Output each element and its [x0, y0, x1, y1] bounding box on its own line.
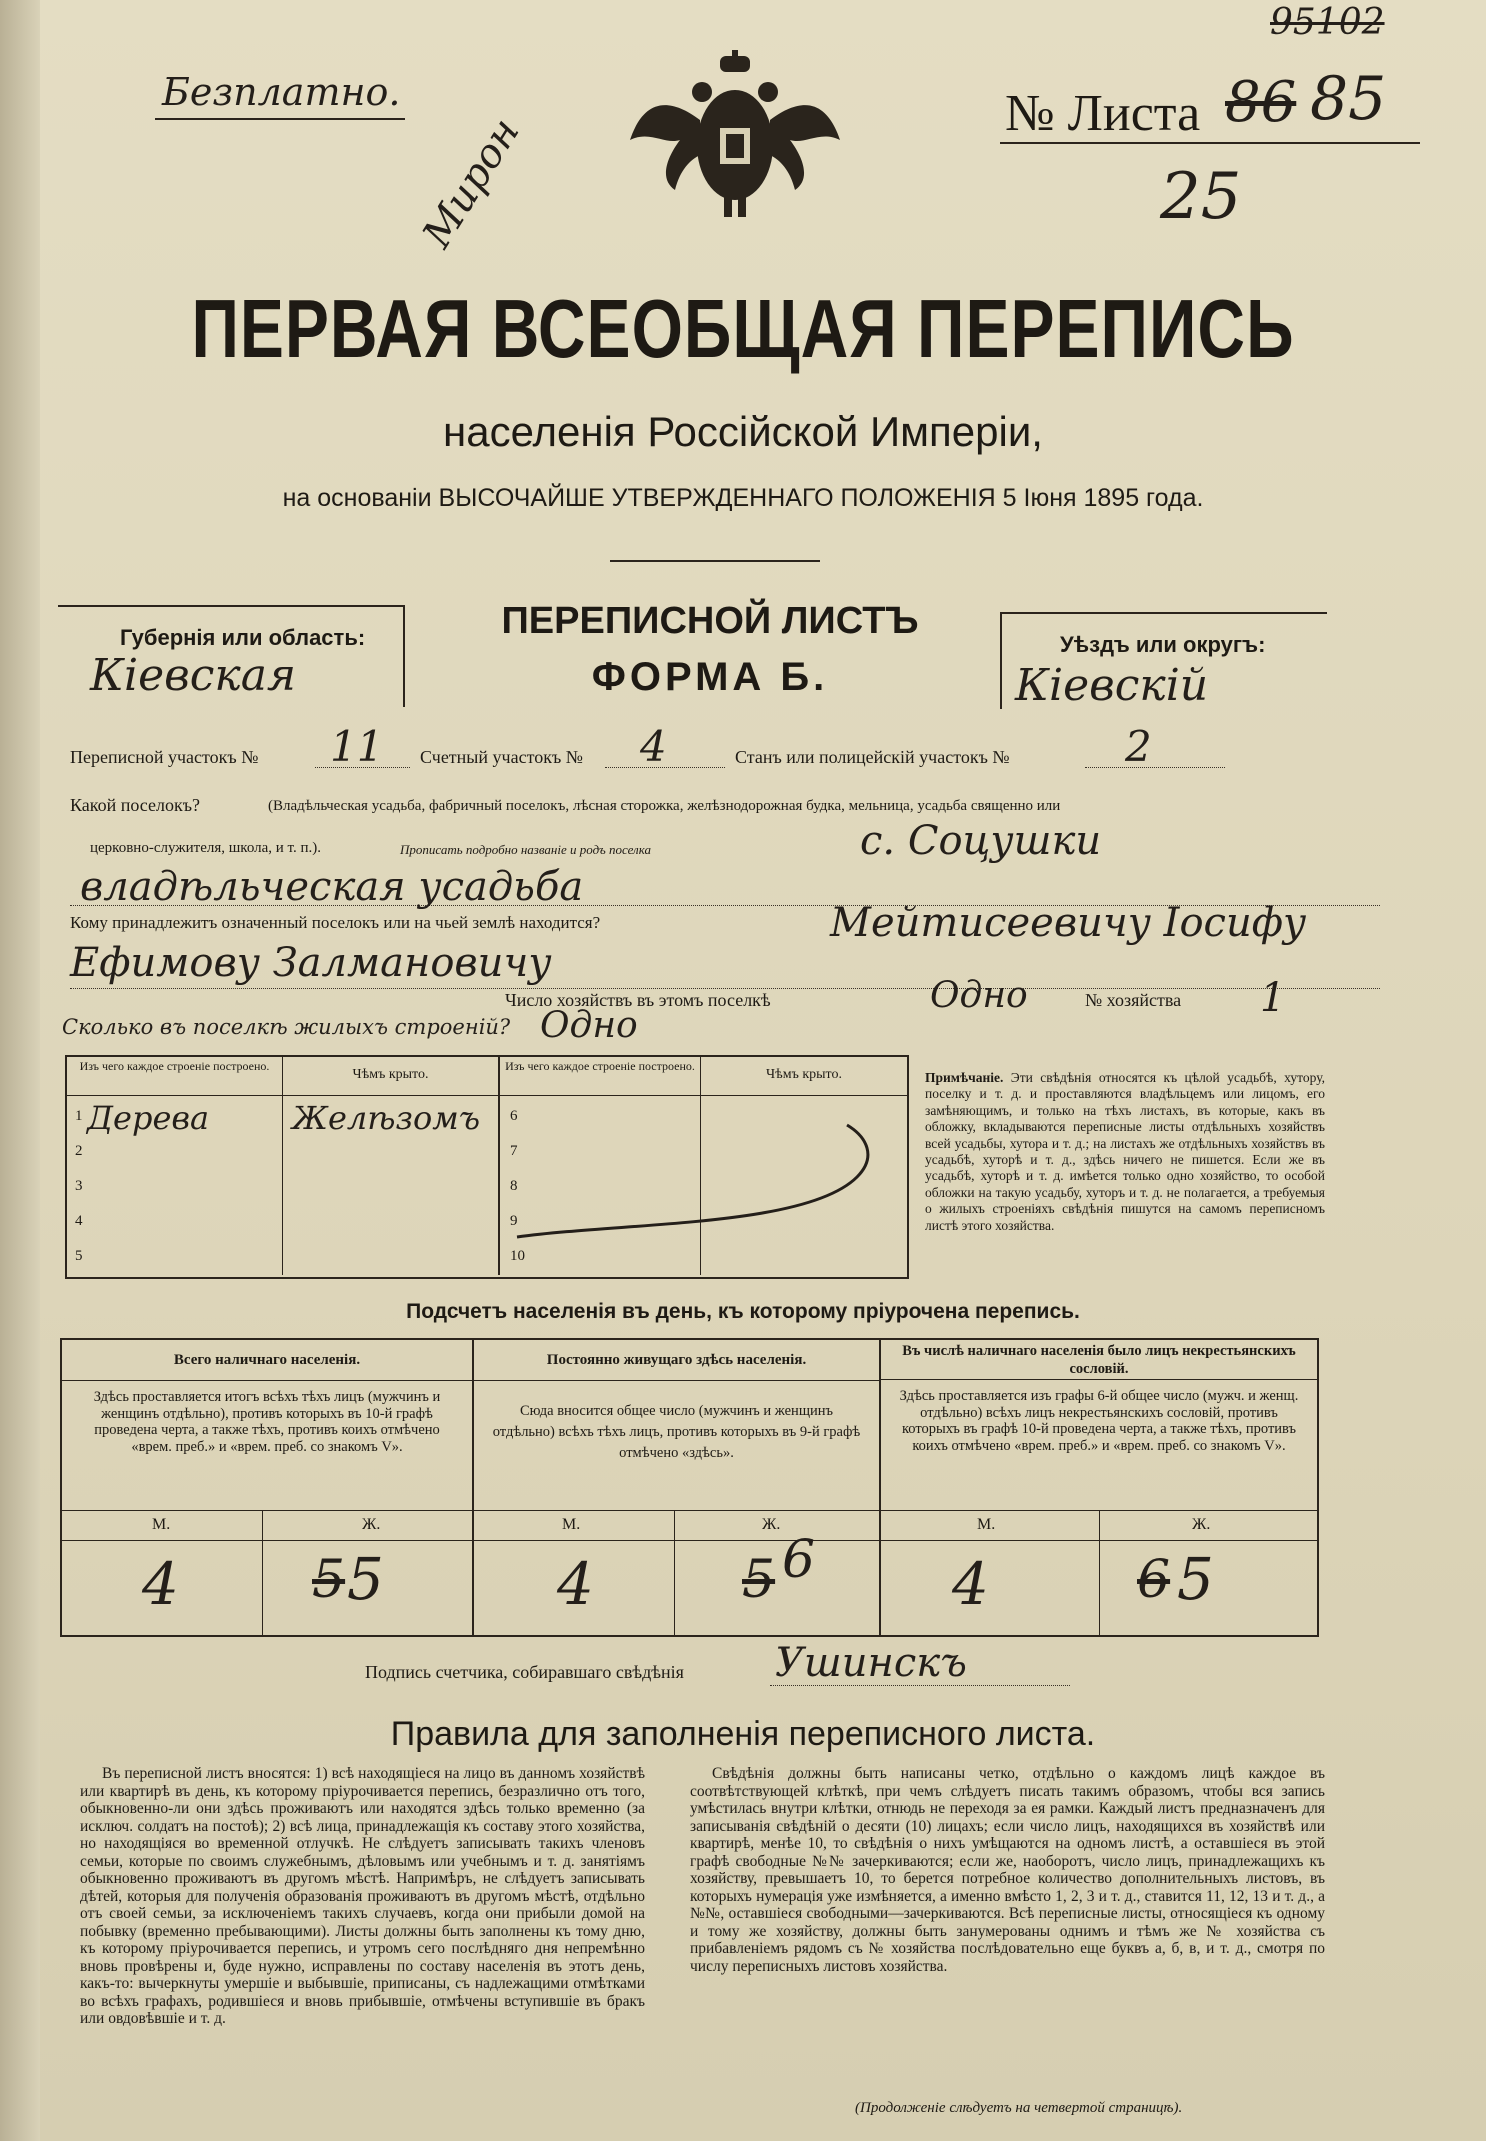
count-value-2: 5 [347, 1545, 384, 1613]
count-crossed-2: 5 [312, 1550, 346, 1610]
count-col3-desc: Здѣсь проставляется изъ графы 6-й общее число (мужч. и женщ. отдѣльно) всѣхъ лицъ некрестьянскихъ сословій, противъ которыхъ въ графѣ 10-й проведена черта, а также тѣхъ, противъ коихъ отмѣчено «врем. преб.» и «врем. преб. со знакомъ V». [899, 1388, 1299, 1454]
double-headed-eagle-icon [620, 50, 850, 220]
m-label-3: М. [977, 1516, 996, 1533]
hoz-count-value: Одно [930, 975, 1028, 1016]
owner-value-1: Мейтисеевичу Іосифу [830, 900, 1307, 946]
header-text: Изъ чего каждое строеніе построено. [79, 1059, 270, 1073]
uchastok-value: 11 [330, 722, 384, 771]
row-number: 5 [75, 1248, 83, 1264]
buildings-table [65, 1055, 909, 1279]
mzh-divider [262, 1510, 263, 1635]
count-col-2 [474, 1340, 881, 1635]
sheet-number-value: 85 [1310, 64, 1387, 134]
free-label: Безплатно. [162, 70, 401, 114]
zh-label-2: Ж. [762, 1516, 781, 1533]
count-col-1 [62, 1340, 474, 1635]
schetny-label: Счетный участокъ № [420, 747, 583, 767]
poselok-hint-3: Прописать подробно названіе и родъ поселка [400, 842, 651, 857]
stan-line [1085, 767, 1225, 768]
sheet-number-label: № Листа [1005, 85, 1201, 142]
note-text: Эти свѣдѣнія относятся къ цѣлой усадьбѣ, хутору, поселку и т. д. и проставляются владѣльцемъ или лицомъ, его замѣняющимъ, и только на тѣхъ листахъ, въ которые, какъ въ обложку, вкладываются переписные листы отдѣльныхъ хозяйствъ всей усадьбы, хутора и т. д.; на листахъ же отдѣльныхъ хозяйствъ въ усадьбѣ, хуторѣ и т. д., здѣсь ничего не пишется. Если же въ усадьбѣ, хуторѣ и т. д. имѣется только одно хозяйство, то особой обложки на такую усадьбу, хуторъ и т. д. не полагается, а требуемыя о жилыхъ строеніяхъ свѣдѣнія пишутся на самомъ переписномъ листѣ этого хозяйства. [925, 1070, 1325, 1233]
hoz-count-label: Число хозяйствъ въ этомъ поселкѣ [505, 990, 771, 1010]
mzh-divider [674, 1510, 675, 1635]
m-label-2: М. [562, 1516, 581, 1533]
hoz-no-value: 1 [1260, 975, 1286, 1021]
mzh-rule-top [62, 1510, 1317, 1511]
margin-handwriting: Мирон [414, 110, 529, 256]
poselok-value-2: владѣльческая усадьба [80, 864, 584, 910]
buildings-header-material-right [500, 1057, 701, 1096]
note-block [925, 1070, 1325, 1234]
poselok-hint-2: церковно-служителя, школа, и т. п.). [90, 840, 321, 856]
count-crossed-6: 6 [1137, 1550, 1171, 1610]
corner-hand-number: 25 [1160, 160, 1242, 234]
count-col1-desc: Здѣсь проставляется итогъ всѣхъ тѣхъ лицъ (мужчинъ и женщинъ отдѣльно), противъ которыхъ въ 10-й графѣ проведена черта, а также тѣхъ, противъ коихъ отмѣчено «врем. преб.» и «врем. преб. со знакомъ V». [93, 1389, 441, 1455]
buildings-value: Одно [540, 1005, 638, 1046]
uezd-label: Уѣздъ или округъ: [1060, 632, 1266, 657]
rules-title: Правила для заполненія переписного листа. [390, 1715, 1096, 1753]
count-table [60, 1338, 1319, 1637]
mzh-rule-bottom [62, 1540, 1317, 1541]
form-name: ПЕРЕПИСНОЙ ЛИСТЪ [501, 600, 919, 642]
row1-roof: Желѣзомъ [292, 1099, 481, 1137]
document-basis: на основаніи ВЫСОЧАЙШЕ УТВЕРЖДЕННАГО ПОЛОЖЕНІЯ 5 Іюня 1895 года. [282, 484, 1204, 512]
header-text: Изъ чего каждое строеніе построено. [505, 1059, 695, 1073]
row-number: 10 [510, 1248, 525, 1264]
zh-label-1: Ж. [362, 1516, 381, 1533]
owner-value-2: Ефимову Залмановичу [70, 940, 552, 986]
poselok-hint-1: (Владѣльческая усадьба, фабричный поселокъ, лѣсная сторожка, желѣзнодорожная будка, мельница, усадьба священно или [268, 798, 1061, 814]
count-crossed-4: 5 [742, 1550, 776, 1610]
col-divider [498, 1095, 500, 1275]
poselok-question: Какой поселокъ? [70, 795, 201, 815]
owner-line [70, 988, 1380, 989]
row-number: 3 [75, 1178, 83, 1194]
note-label: Примѣчаніе. [925, 1070, 1004, 1085]
row1-material: Дерева [87, 1099, 210, 1137]
rules-left-column: Въ переписной листъ вносятся: 1) всѣ находящіеся на лицо въ данномъ хозяйствѣ или квартирѣ въ день, къ которому пріурочивается перепись, безразлично отъ того, обыкновенно-ли они здѣсь проживаютъ или находятся здѣсь только временно (за исключ. солдатъ на постоѣ); 2) всѣ лица, принадлежащія къ составу этого хозяйства, но находящіяся во временной отлучкѣ. Не слѣдуетъ записывать такихъ членовъ семьи, которые по своимъ служебнымъ, дѣловымъ или учебнымъ и т. д. занятіямъ обыкновенно проживаютъ въ другомъ мѣстѣ. Напримѣръ, не слѣдуетъ записывать дѣтей, которыя для полученія образованія проживаютъ въ другомъ мѣстѣ, отдѣльно отъ своей семьи, за исключеніемъ такихъ случаевъ, когда они прибыли домой на побывку (временно пребывающими). Листы должны быть заполнены къ тому дню, къ которому пріурочивается перепись, и утромъ сего послѣдняго дня непремѣнно вновь провѣрены и, буде нужно, исправлены по составу населенія въ этотъ день, какъ-то: вычеркнуты умершіе и выбывшіе, приписаны, съ надлежащими отмѣтками во всѣхъ графахъ, родившіеся и вновь прибывшіе, отмѣчены вступившіе въ бракъ или овдовѣвшіе и т. д. [80, 1765, 645, 2027]
row-number: 4 [75, 1213, 83, 1229]
buildings-strikeout-curve [507, 1117, 897, 1247]
col-divider [282, 1095, 283, 1275]
buildings-label: Сколько въ поселкѣ жилыхъ строеній? [62, 1015, 511, 1039]
gubernia-value: Кіевская [90, 650, 297, 701]
row-number: 1 [75, 1108, 83, 1124]
count-value-5: 4 [952, 1550, 989, 1618]
mzh-divider [1099, 1510, 1100, 1635]
corner-crossed-number: 95102 [1270, 2, 1385, 43]
uchastok-label: Переписной участокъ № [70, 747, 259, 767]
form-type: ФОРМА Б. [591, 655, 829, 699]
signature-value: Ушинскъ [775, 1640, 967, 1686]
sheet-number-underline [1000, 142, 1420, 144]
m-label-1: М. [152, 1516, 171, 1533]
title-rule [610, 560, 820, 562]
hoz-no-label: № хозяйства [1085, 990, 1182, 1010]
row-number: 2 [75, 1143, 83, 1159]
uezd-value: Кіевскій [1015, 660, 1209, 711]
document-subtitle: населенія Россійской Имперіи, [443, 408, 1043, 455]
row-number: 9 [510, 1213, 518, 1229]
count-value-4: 6 [782, 1530, 816, 1590]
signature-label: Подпись счетчика, собиравшаго свѣдѣнія [365, 1662, 684, 1682]
gubernia-label: Губернія или область: [120, 625, 366, 650]
count-col3-head: Въ числѣ наличнаго населенія было лицъ некрестьянскихъ сословій. [881, 1340, 1317, 1380]
document-title: ПЕРВАЯ ВСЕОБЩАЯ ПЕРЕПИСЬ [191, 281, 1295, 375]
row-number: 7 [510, 1143, 518, 1159]
count-value-6: 5 [1177, 1545, 1214, 1613]
stan-label: Станъ или полицейскій участокъ № [735, 747, 1010, 767]
free-underline [155, 118, 405, 120]
buildings-header-roof-right: Чѣмъ крыто. [701, 1057, 907, 1096]
owner-label: Кому принадлежитъ означенный поселокъ или на чьей землѣ находится? [70, 913, 601, 932]
schetny-value: 4 [640, 722, 667, 771]
count-value-3: 4 [557, 1550, 594, 1618]
count-col2-desc: Сюда вносится общее число (мужчинъ и женщинъ отдѣльно) всѣхъ тѣхъ лицъ, противъ которыхъ въ 9-й графѣ отмѣчено «здѣсь». [492, 1403, 861, 1461]
count-col1-head: Всего наличнаго населенія. [62, 1340, 472, 1381]
row-number: 8 [510, 1178, 518, 1194]
zh-label-3: Ж. [1192, 1516, 1211, 1533]
rules-right-column: Свѣдѣнія должны быть написаны четко, отдѣльно о каждомъ лицѣ каждое въ соотвѣтствующей клѣткѣ, при чемъ слѣдуетъ писать такимъ образомъ, чтобы вся запись умѣстилась внутри клѣтки, отнюдь не переходя за ея рамки. Каждый листъ предназначенъ для записыванія свѣдѣній о десяти (10) лицахъ; если число лицъ, находящихся въ хозяйствѣ или квартирѣ, менѣе 10, то свѣдѣнія о нихъ умѣщаются на одномъ листѣ, а оставшіеся въ этой графѣ свободные №№ зачеркиваются; если же, наоборотъ, число лицъ, принадлежащихъ къ хозяйству, превышаетъ 10, то берется потребное количество дополнительныхъ листовъ, въ которыхъ нумерація уже измѣняется, а именно вмѣсто 1, 2, 3 и т. д., ставится 11, 12, 13 и т. д., а №№, оставшіеся свободными—зачеркиваются. Всѣ переписные листы, относящіеся къ одному и тому же хозяйству, должны быть занумерованы однимъ и тѣмъ же № хозяйства съ прибавленіемъ рядомъ съ № хозяйства послѣдовательно еще буквъ а, б, в, и т. д., смотря по числу переписныхъ листовъ хозяйства. [690, 1765, 1325, 1975]
buildings-header-material-left [67, 1057, 283, 1096]
count-value-1: 4 [142, 1550, 179, 1618]
stan-value: 2 [1125, 722, 1152, 771]
sheet-number-crossed: 86 [1225, 70, 1297, 135]
buildings-header-roof-left: Чѣмъ крыто. [283, 1057, 500, 1096]
rows-left-numbers [75, 1099, 83, 1274]
count-title: Подсчетъ населенія въ день, къ которому пріурочена перепись. [406, 1300, 1080, 1323]
rules-continued: (Продолженіе слѣдуетъ на четвертой страницѣ). [855, 2100, 1183, 2116]
count-col2-head: Постоянно живущаго здѣсь населенія. [474, 1340, 879, 1381]
row-number: 6 [510, 1108, 518, 1124]
poselok-value-1: с. Соцушки [860, 818, 1102, 864]
